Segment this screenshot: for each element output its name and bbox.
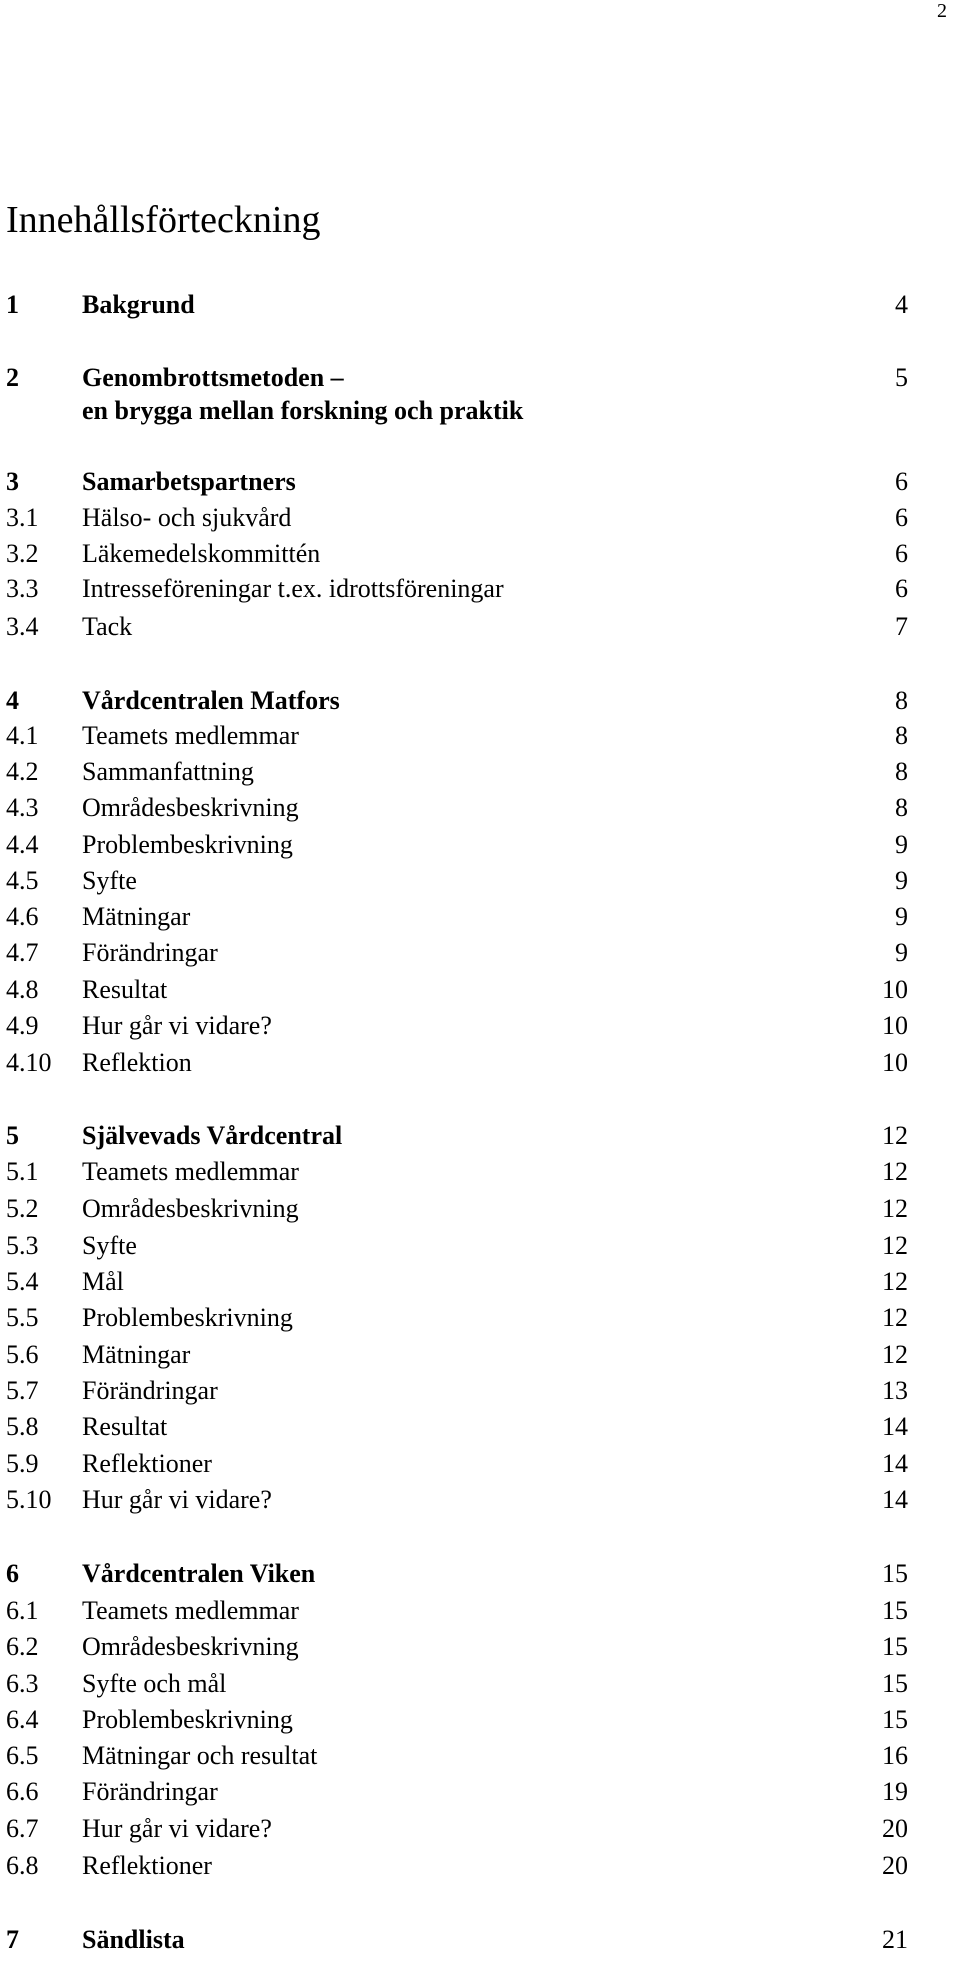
toc-entry-number: 5 (6, 1121, 19, 1150)
toc-entry-number: 4 (6, 686, 19, 715)
toc-entry (6, 1632, 908, 1668)
toc-entry-page: 4 (895, 290, 908, 319)
toc-entry (6, 1925, 908, 1961)
toc-entry (6, 1705, 908, 1741)
toc-entry-number: 4.7 (6, 938, 39, 967)
toc-entry-label: Mätningar (82, 902, 191, 931)
toc-entry-label: Problembeskrivning (82, 830, 293, 859)
toc-entry-label: Självevads Vårdcentral (82, 1121, 343, 1150)
toc-entry (6, 938, 908, 974)
toc-entry-page: 15 (882, 1632, 908, 1661)
toc-entry-number: 6.4 (6, 1705, 39, 1734)
toc-entry-label: Vårdcentralen Matfors (82, 686, 340, 715)
page-number: 2 (937, 0, 947, 22)
toc-entry-label: Områdesbeskrivning (82, 793, 299, 822)
toc-entry-number: 6.6 (6, 1777, 39, 1806)
toc-entry-number: 5.5 (6, 1303, 39, 1332)
toc-entry (6, 902, 908, 938)
toc-entry-label: Teamets medlemmar (82, 1157, 299, 1186)
toc-entry-page: 12 (882, 1267, 908, 1296)
toc-entry (6, 1303, 908, 1339)
toc-entry (6, 757, 908, 793)
toc-entry-number: 4.4 (6, 830, 39, 859)
toc-entry-label: Förändringar (82, 1376, 218, 1405)
toc-entry-number: 3.2 (6, 539, 39, 568)
toc-entry-number: 5.3 (6, 1231, 39, 1260)
toc-entry-number: 5.10 (6, 1485, 52, 1514)
toc-entry-number: 3.1 (6, 503, 39, 532)
toc-entry-number: 5.4 (6, 1267, 39, 1296)
toc-entry (6, 290, 908, 326)
toc-entry (6, 1741, 908, 1777)
toc-entry-label: Samarbetspartners (82, 467, 296, 496)
toc-entry-number: 4.1 (6, 721, 39, 750)
toc-entry (6, 793, 908, 829)
toc-entry-number: 6 (6, 1559, 19, 1588)
toc-entry-label: Problembeskrivning (82, 1705, 293, 1734)
toc-entry (6, 830, 908, 866)
toc-entry (6, 467, 908, 503)
toc-entry-label: Resultat (82, 1412, 168, 1441)
toc-entry (6, 1596, 908, 1632)
toc-entry-page: 15 (882, 1669, 908, 1698)
toc-entry-number: 7 (6, 1925, 19, 1954)
toc-entry-number: 5.1 (6, 1157, 39, 1186)
toc-entry-number: 3.4 (6, 612, 39, 641)
toc-entry-label: Sammanfattning (82, 757, 254, 786)
toc-entry (6, 503, 908, 539)
toc-entry-page: 9 (895, 902, 908, 931)
toc-entry-page: 14 (882, 1412, 908, 1441)
toc-entry-label: Hälso- och sjukvård (82, 503, 292, 532)
toc-entry-label: Tack (82, 612, 133, 641)
toc-entry (6, 721, 908, 757)
toc-entry-page: 16 (882, 1741, 908, 1770)
toc-entry (6, 363, 908, 399)
toc-entry-label: Resultat (82, 975, 168, 1004)
toc-entry (6, 975, 908, 1011)
toc-entry-page: 8 (895, 686, 908, 715)
toc-entry-page: 10 (882, 1048, 908, 1077)
toc-entry-number: 5.7 (6, 1376, 39, 1405)
toc-entry-label: Sändlista (82, 1925, 185, 1954)
toc-entry-page: 15 (882, 1559, 908, 1588)
toc-entry (6, 1485, 908, 1521)
toc-entry-label: Teamets medlemmar (82, 1596, 299, 1625)
toc-entry-label: Problembeskrivning (82, 1303, 293, 1332)
toc-entry-label: Områdesbeskrivning (82, 1194, 299, 1223)
toc-entry-page: 14 (882, 1449, 908, 1478)
toc-entry-2-continuation: en brygga mellan forskning och praktik (82, 396, 524, 425)
toc-entry (6, 1669, 908, 1705)
toc-entry-page: 13 (882, 1376, 908, 1405)
toc-entry-number: 6.1 (6, 1596, 39, 1625)
toc-entry-page: 12 (882, 1231, 908, 1260)
toc-entry-label: Hur går vi vidare? (82, 1011, 272, 1040)
toc-entry (6, 1777, 908, 1813)
toc-entry-label: Vårdcentralen Viken (82, 1559, 316, 1588)
toc-entry-page: 6 (895, 574, 908, 603)
toc-entry-page: 6 (895, 503, 908, 532)
toc-entry-page: 10 (882, 975, 908, 1004)
toc-entry-page: 9 (895, 866, 908, 895)
toc-entry-label: Genombrottsmetoden – (82, 363, 344, 392)
toc-entry-page: 10 (882, 1011, 908, 1040)
toc-entry-label: Mätningar (82, 1340, 191, 1369)
toc-entry (6, 574, 908, 610)
toc-entry-page: 20 (882, 1851, 908, 1880)
toc-entry-label: Reflektioner (82, 1449, 212, 1478)
toc-entry (6, 1559, 908, 1595)
toc-entry (6, 1231, 908, 1267)
toc-entry-number: 6.7 (6, 1814, 39, 1843)
toc-entry-page: 19 (882, 1777, 908, 1806)
toc-entry (6, 686, 908, 722)
toc-entry-label: Reflektioner (82, 1851, 212, 1880)
toc-entry-page: 12 (882, 1121, 908, 1150)
toc-entry-page: 9 (895, 938, 908, 967)
toc-entry-label: Teamets medlemmar (82, 721, 299, 750)
toc-entry-number: 5.2 (6, 1194, 39, 1223)
toc-entry-number: 3 (6, 467, 19, 496)
toc-entry-page: 12 (882, 1340, 908, 1369)
toc-entry-label: Läkemedelskommittén (82, 539, 321, 568)
toc-entry-page: 6 (895, 467, 908, 496)
toc-entry-page: 9 (895, 830, 908, 859)
toc-entry-label: Syfte (82, 866, 137, 895)
page-title: Innehållsförteckning (6, 199, 321, 241)
toc-entry-page: 15 (882, 1596, 908, 1625)
toc-entry-number: 1 (6, 290, 19, 319)
toc-entry-number: 4.3 (6, 793, 39, 822)
toc-entry (6, 1376, 908, 1412)
toc-entry-page: 12 (882, 1303, 908, 1332)
toc-entry-label: Förändringar (82, 938, 218, 967)
toc-entry-number: 4.5 (6, 866, 39, 895)
toc-entry-label: Hur går vi vidare? (82, 1485, 272, 1514)
toc-entry-number: 3.3 (6, 574, 39, 603)
toc-entry-number: 4.9 (6, 1011, 39, 1040)
toc-entry-number: 5.9 (6, 1449, 39, 1478)
toc-entry-number: 2 (6, 363, 19, 392)
toc-entry-page: 8 (895, 721, 908, 750)
toc-entry (6, 1194, 908, 1230)
toc-entry (6, 1449, 908, 1485)
toc-entry-label: Reflektion (82, 1048, 192, 1077)
toc-entry-page: 12 (882, 1194, 908, 1223)
toc-entry-number: 4.6 (6, 902, 39, 931)
toc-entry-label: Syfte (82, 1231, 137, 1260)
toc-entry (6, 1048, 908, 1084)
toc-entry (6, 1121, 908, 1157)
toc-entry-label: Mätningar och resultat (82, 1741, 318, 1770)
toc-entry-number: 5.6 (6, 1340, 39, 1369)
toc-entry-label: Mål (82, 1267, 124, 1296)
toc-entry-number: 4.2 (6, 757, 39, 786)
toc-entry-label: Områdesbeskrivning (82, 1632, 299, 1661)
toc-entry (6, 612, 908, 648)
toc-entry (6, 1412, 908, 1448)
toc-entry-label: Förändringar (82, 1777, 218, 1806)
toc-entry-number: 5.8 (6, 1412, 39, 1441)
toc-entry-number: 6.2 (6, 1632, 39, 1661)
toc-entry (6, 866, 908, 902)
toc-entry-number: 6.5 (6, 1741, 39, 1770)
toc-entry-number: 6.3 (6, 1669, 39, 1698)
toc-entry (6, 1011, 908, 1047)
toc-entry-page: 6 (895, 539, 908, 568)
toc-entry-page: 20 (882, 1814, 908, 1843)
toc-entry-label: Intresseföreningar t.ex. idrottsföreningar (82, 574, 504, 603)
toc-entry-label: Syfte och mål (82, 1669, 227, 1698)
toc-entry (6, 539, 908, 575)
toc-entry-page: 14 (882, 1485, 908, 1514)
toc-entry-number: 4.10 (6, 1048, 52, 1077)
toc-entry (6, 1340, 908, 1376)
toc-entry-label: Bakgrund (82, 290, 195, 319)
toc-entry-page: 8 (895, 757, 908, 786)
toc-entry-number: 4.8 (6, 975, 39, 1004)
toc-entry-page: 15 (882, 1705, 908, 1734)
toc-entry-page: 5 (895, 363, 908, 392)
toc-entry (6, 1851, 908, 1887)
toc-entry-page: 7 (895, 612, 908, 641)
toc-entry (6, 1267, 908, 1303)
toc-entry (6, 1157, 908, 1193)
toc-entry-number: 6.8 (6, 1851, 39, 1880)
toc-entry-page: 21 (882, 1925, 908, 1954)
toc-entry-label: Hur går vi vidare? (82, 1814, 272, 1843)
toc-entry-page: 8 (895, 793, 908, 822)
toc-entry-page: 12 (882, 1157, 908, 1186)
toc-entry (6, 1814, 908, 1850)
